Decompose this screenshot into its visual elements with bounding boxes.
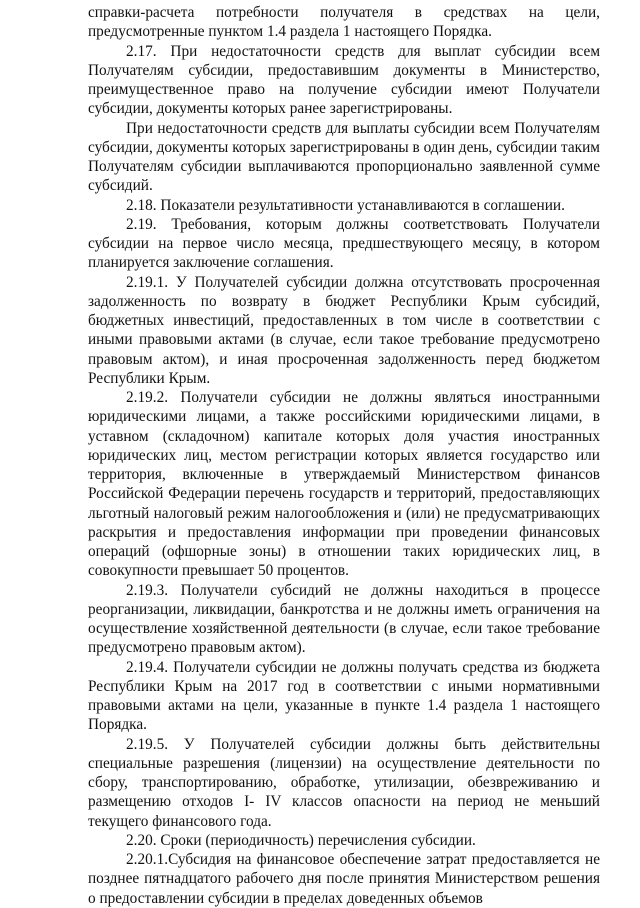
paragraph-2-20: 2.20. Сроки (периодичность) перечисления субсидии. xyxy=(126,831,476,849)
paragraph-2-19-2: 2.19.2. Получатели субсидии не должны являться иностранными юридическими лицами, а также российскими юридическими лицами, в уставном (складочном) капитале которых доля участия иностранных юридических лиц, местом регистрации которых является государство или территория, включенные в утверждаемый Министерством финансов Российской Федерации перечень государств и территорий, предоставляющих льготный налоговый режим налогообложения и (или) не предусматривающих раскрытия и предоставления информации при проведении финансовых операций (офшорные зоны) в отношении таких юридических лиц, в совокупности превышает 50 процентов. xyxy=(88,389,600,580)
paragraph-2-19-5: 2.19.5. У Получателей субсидии должны быть действительны специальные разрешения (лицензии) на осуществление деятельности по сбору, транспортированию, обработке, утилизации, обезвреживанию и размещению отходов I- IV классов опасности на период не меньший текущего финансового года. xyxy=(88,735,600,830)
paragraph-2-17-second: При недостаточности средств для выплаты субсидии всем Получателям субсидии, документы которых зарегистрированы в один день, субсидии таким Получателям субсидии выплачиваются пропорционально заявленной сумме субсидий. xyxy=(88,119,600,195)
paragraph-2-18: 2.18. Показатели результативности устанавливаются в соглашении. xyxy=(126,196,565,214)
paragraph-2-19-3: 2.19.3. Получатели субсидий не должны находиться в процессе реорганизации, ликвидации, банкротства и не должны иметь ограничения на осуществление хозяйственной деятельности (в случае, если такое требование предусмотрено правовым актом). xyxy=(88,581,600,657)
paragraph-2-19-1: 2.19.1. У Получателей субсидии должна отсутствовать просроченная задолженность по возврату в бюджет Республики Крым субсидий, бюджетных инвестиций, предоставленных в том числе в соответствии с иными правовыми актами (в случае, если такое требование предусмотрено правовым актом), и иная просроченная задолженность перед бюджетом Республики Крым. xyxy=(88,273,600,387)
document-page xyxy=(88,0,600,908)
paragraph-continuation: справки-расчета потребности получателя в средствах на цели, предусмотренные пунктом 1.4 раздела 1 настоящего Порядка. xyxy=(88,4,600,41)
paragraph-2-19-4: 2.19.4. Получатели субсидии не должны получать средства из бюджета Республики Крым на 2017 год в соответствии с иными нормативными правовыми актами на цели, указанные в пункте 1.4 раздела 1 настоящего Порядка. xyxy=(88,658,600,734)
paragraph-2-20-1: 2.20.1.Субсидия на финансовое обеспечение затрат предоставляется не позднее пятнадцатого рабочего дня после принятия Министерством решения о предоставлении субсидии в пределах доведенных объемов xyxy=(88,851,600,907)
paragraph-2-17: 2.17. При недостаточности средств для выплат субсидии всем Получателям субсидии, предоставившим документы в Министерство, преимущественное право на получение субсидии имеют Получатели субсидии, документы которых ранее зарегистрированы. xyxy=(88,42,600,118)
paragraph-2-19: 2.19. Требования, которым должны соответствовать Получатели субсидии на первое число месяца, предшествующего месяцу, в котором планируется заключение соглашения. xyxy=(88,215,600,272)
